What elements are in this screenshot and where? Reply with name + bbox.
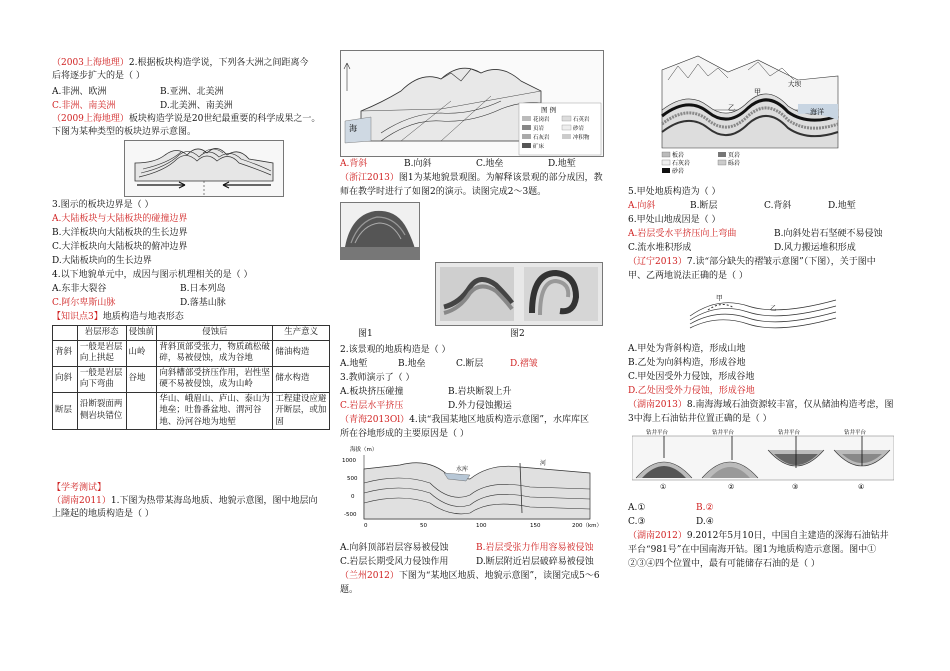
q1-option-d[interactable]: D.地堑	[548, 159, 576, 169]
q1-option-b[interactable]: B.向斜	[404, 159, 432, 169]
q3-stem: 3.教师演示了（ ）	[340, 373, 415, 383]
plate-boundary-figure	[124, 140, 284, 197]
table-cell: 背斜顶部受张力，物质疏松破碎，易被侵蚀，成为谷地	[157, 340, 273, 366]
qh-fig-reservoir-label: 水库	[456, 466, 469, 473]
lz-text-a: 下图为“某地区地质、地貌示意图”，读图完成5～6	[398, 571, 600, 581]
q7-text-a: 7.读“部分缺失的褶皱示意图”（下图），关于图中	[686, 257, 876, 267]
strata-ocean-label: 海洋	[810, 108, 824, 116]
zj-intro-line2: 师在教学时进行了如图2的演示。读图完成2～3题。	[340, 187, 547, 197]
q3-option-c[interactable]: C.大洋板块向大陆板块的俯冲边界	[52, 242, 188, 252]
q4-option-b[interactable]: B.岩层受张力作用容易被侵蚀	[476, 543, 594, 553]
q3-option-d[interactable]: D.大陆板块向的生长边界	[52, 256, 152, 266]
qh-fig-ytick: 1000	[342, 458, 356, 464]
mountain-strata-figure	[658, 50, 842, 174]
q8-source: （湖南2013）	[628, 400, 687, 410]
strata-yi-label: 乙	[728, 104, 735, 112]
kp-title: 地质构造与地表形态	[102, 312, 184, 322]
q2-stem-line2: 后将逐步扩大的是（ ）	[52, 71, 145, 81]
q2-source: （2003上海地理）	[52, 58, 129, 68]
table-row	[53, 340, 330, 366]
q5-option-a[interactable]: A.向斜	[628, 201, 656, 211]
island-legend-item: 冲积物	[573, 135, 590, 141]
island-geology-figure	[340, 50, 604, 157]
q5-option-b[interactable]: B.断层	[690, 201, 718, 211]
q3-option-c[interactable]: C.岩层水平挤压	[340, 401, 404, 411]
q2-option-a[interactable]: A.非洲、欧洲	[52, 87, 107, 97]
table-header-cell: 岩层形态	[77, 326, 126, 341]
q7-option-c[interactable]: C.甲处因受外力侵蚀，形成谷地	[628, 372, 755, 382]
zj-text-a: 图1为某地貌景观图。为解释该景观的部分成因，教	[398, 173, 603, 183]
table-header-cell: 生产意义	[273, 326, 330, 341]
table-header-cell: 侵蚀后	[157, 326, 273, 341]
q6-stem: 6.甲处山地成因是（ ）	[628, 215, 721, 225]
lz-intro-line1	[340, 570, 600, 583]
qh-fig-xtick: 50	[420, 523, 427, 529]
platform-label: 钻井平台	[712, 430, 735, 436]
q3-option-d[interactable]: D.外力侵蚀搬运	[448, 401, 512, 411]
q8-option-b[interactable]: B.②	[696, 503, 714, 513]
lz-intro-line2: 题。	[340, 585, 359, 595]
q9-stem-line2: 平台“981号”在中国南海开钻。图1为地质构造示意图。图中①	[628, 545, 877, 555]
q8-option-d[interactable]: D.④	[696, 517, 714, 527]
figure-1-caption: 图1	[358, 329, 373, 339]
qh-fig-river-label: 河	[540, 460, 547, 467]
qh-intro-line1	[340, 414, 589, 427]
q8-text-a: 8.南海海域石油资源较丰富，仅从储油构造考虑，图	[686, 400, 894, 410]
q9-source: （湖南2012）	[628, 531, 687, 541]
q6-option-c[interactable]: C.流水堆积形成	[628, 243, 692, 253]
q1-source: （湖南2011）	[52, 496, 111, 506]
q6-option-b[interactable]: B.向斜处岩石坚硬不易侵蚀	[774, 229, 883, 239]
platform-number: ①	[660, 483, 667, 491]
table-row	[53, 366, 330, 392]
qh-fig-xtick: 0	[364, 523, 368, 529]
test-title: 【学考测试】	[52, 483, 107, 493]
qh-fig-xtick: 200（km）	[572, 523, 602, 529]
strata-legend-item: 页岩	[728, 152, 741, 159]
table-cell: 谷地	[126, 366, 157, 392]
q4-option-b[interactable]: B.日本列岛	[180, 284, 226, 294]
qh-fig-ylabel: 海拔（m）	[350, 447, 378, 453]
q9-stem-line3: ②③④四个位置中，最有可能储存石油的是（ ）	[628, 559, 820, 569]
structure-table	[52, 325, 330, 430]
q3-option-b[interactable]: B.岩块断裂上升	[448, 387, 512, 397]
qh-fig-xtick: 100	[476, 523, 487, 529]
q3-option-a[interactable]: A.大陆板块与大陆板块的碰撞边界	[52, 214, 188, 224]
table-cell: 一般是岩层向上拱起	[77, 340, 126, 366]
q3-option-a[interactable]: A.板块挤压碰撞	[340, 387, 404, 397]
q2-stem: 2.该景观的地质构造是（ ）	[340, 345, 451, 355]
q1-stem-line2: 上隆起的地质构造是（ ）	[52, 509, 154, 519]
fold-yi-label: 乙	[770, 304, 777, 312]
strata-legend-item: 板岩	[672, 152, 685, 159]
q3-intro-a: 板块构造学说是20世纪最重要的科学成果之一。	[128, 114, 321, 124]
q2-option-a[interactable]: A.地堑	[340, 359, 368, 369]
island-sea-label: 海	[349, 124, 357, 133]
qh-text-a: 4.读“我国某地区地质构造示意图”，水库库区	[409, 415, 589, 425]
q3-source: （2009上海地理）	[52, 114, 129, 124]
table-cell: 华山、峨眉山、庐山、泰山为地垒；吐鲁番盆地、渭河谷地、汾河谷地为地堑	[157, 392, 273, 430]
strata-legend-item: 石灰岩	[672, 160, 691, 167]
platform-number: ④	[858, 483, 865, 491]
kp-bracket: 【知识点3】	[52, 312, 103, 322]
table-header-cell	[53, 326, 78, 341]
table-cell: 工程建设应避开断层，或加固	[273, 392, 330, 430]
table-row	[53, 392, 330, 430]
figure-2-caption: 图2	[510, 329, 525, 339]
qh-fig-xtick: 150	[530, 523, 541, 529]
table-cell: 储水构造	[273, 366, 330, 392]
q2-option-d[interactable]: D.褶皱	[510, 359, 538, 369]
q1-option-a[interactable]: A.背斜	[340, 159, 368, 169]
island-legend-item: 页岩	[533, 126, 545, 132]
q2-option-d[interactable]: D.北美洲、南美洲	[160, 101, 233, 111]
q3-intro-line1	[52, 113, 320, 126]
q7-stem-line2: 甲、乙两地说法正确的是（ ）	[628, 271, 748, 281]
q7-source: （辽宁2013）	[628, 257, 687, 267]
q6-option-a[interactable]: A.岩层受水平挤压向上弯曲	[628, 229, 737, 239]
qh-fig-ytick: -500	[344, 512, 357, 518]
island-legend-item: 砂岩	[573, 126, 585, 132]
partial-fold-figure	[688, 286, 838, 336]
strata-dam-label: 大坝	[788, 80, 801, 88]
strata-jia-label: 甲	[754, 88, 761, 96]
qh-intro-line2: 所在谷地形成的主要原因是（ ）	[340, 429, 469, 439]
q4-option-d[interactable]: D.落基山脉	[180, 298, 226, 308]
zj-source: （浙江2013）	[340, 173, 399, 183]
drilling-platform-figure	[632, 428, 894, 492]
platform-label: 钻井平台	[778, 430, 801, 436]
island-legend-item: 花岗岩	[533, 117, 550, 123]
q4-stem: 4.以下地貌单元中，成因与图示机理相关的是（ ）	[52, 270, 253, 280]
q7-stem-line1	[628, 256, 876, 269]
q8-stem-line1	[628, 399, 894, 412]
demonstration-photo-figure	[435, 262, 603, 326]
table-cell: 储油构造	[273, 340, 330, 366]
q4-option-a[interactable]: A.向斜顶部岩层容易被侵蚀	[340, 543, 449, 553]
platform-number: ②	[728, 483, 735, 491]
table-cell: 向斜槽部受挤压作用，岩性坚硬不易被侵蚀，成为山岭	[157, 366, 273, 392]
zj-intro-line1	[340, 172, 603, 185]
q1-text-a: 1.下图为热带某海岛地质、地貌示意图，图中地层向	[110, 496, 318, 506]
q3-stem: 3.图示的板块边界是（ ）	[52, 200, 154, 210]
q1-option-c[interactable]: C.地垒	[476, 159, 504, 169]
table-cell	[126, 392, 157, 430]
knowledge-point-heading	[52, 311, 184, 324]
table-cell: 向斜	[53, 366, 78, 392]
island-legend-item: 矿床	[533, 144, 545, 150]
q8-option-c[interactable]: C.③	[628, 517, 646, 527]
table-cell: 一般是岩层向下弯曲	[77, 366, 126, 392]
qh-source: （青海2013Ol）	[340, 415, 410, 425]
q4-option-c[interactable]: C.岩层长期受风力侵蚀作用	[340, 557, 449, 567]
table-cell: 断层	[53, 392, 78, 430]
table-header-row	[53, 326, 330, 341]
qh-fig-ytick: 0	[351, 494, 355, 500]
table-cell: 背斜	[53, 340, 78, 366]
q5-stem: 5.甲处地质构造为（ ）	[628, 187, 721, 197]
q3-option-b[interactable]: B.大洋板块向大陆板块的生长边界	[52, 228, 188, 238]
table-cell: 山岭	[126, 340, 157, 366]
platform-number: ③	[792, 483, 799, 491]
q5-option-c[interactable]: C.背斜	[764, 201, 792, 211]
reservoir-cross-section-figure	[340, 443, 602, 537]
q1-stem-line1	[52, 495, 318, 508]
q7-option-b[interactable]: B.乙处为向斜构造，形成谷地	[628, 358, 746, 368]
platform-label: 钻井平台	[646, 430, 669, 436]
fold-jia-label: 甲	[716, 294, 723, 302]
strata-legend-item: 砾岩	[728, 160, 741, 167]
q8-option-a[interactable]: A.①	[628, 503, 646, 513]
island-legend-item: 石灰岩	[533, 135, 550, 141]
q6-option-d[interactable]: D.风力搬运堆积形成	[774, 243, 856, 253]
strata-legend-item: 砂岩	[672, 168, 685, 174]
q2-option-c[interactable]: C.非洲、南美洲	[52, 101, 116, 111]
island-legend-item: 石英岩	[573, 117, 590, 123]
island-legend-title: 图 例	[541, 106, 557, 114]
q4-option-a[interactable]: A.东非大裂谷	[52, 284, 107, 294]
q5-option-d[interactable]: D.地堑	[828, 201, 856, 211]
table-header-cell: 侵蚀前	[126, 326, 157, 341]
q2-option-b[interactable]: B.地垒	[398, 359, 426, 369]
landscape-photo-figure	[340, 202, 420, 260]
q2-option-c[interactable]: C.断层	[456, 359, 484, 369]
q2-stem-line1	[52, 57, 309, 70]
q3-intro-line2: 下图为某种类型的板块边界示意图。	[52, 127, 197, 137]
q9-text-a: 9.2012年5月10日，中国自主建造的深海石油钻井	[686, 531, 889, 541]
table-cell: 沿断裂面两侧岩块错位	[77, 392, 126, 430]
qh-fig-ytick: 500	[347, 476, 358, 482]
q4-option-d[interactable]: D.断层附近岩层破碎易被侵蚀	[476, 557, 594, 567]
q9-stem-line1	[628, 530, 889, 543]
q8-stem-line2: 3中海上石油钻井位置正确的是（ ）	[628, 414, 772, 424]
q7-option-a[interactable]: A.甲处为背斜构造，形成山地	[628, 344, 746, 354]
q2-option-b[interactable]: B.亚洲、北美洲	[160, 87, 224, 97]
q2-text-a: 2.根据板块构造学说，下列各大洲之间距离今	[128, 58, 309, 68]
q7-option-d[interactable]: D.乙处因受外力侵蚀，形成谷地	[628, 386, 755, 396]
platform-label: 钻井平台	[844, 430, 867, 436]
q4-option-c[interactable]: C.阿尔卑斯山脉	[52, 298, 116, 308]
lz-source: （兰州2012）	[340, 571, 399, 581]
